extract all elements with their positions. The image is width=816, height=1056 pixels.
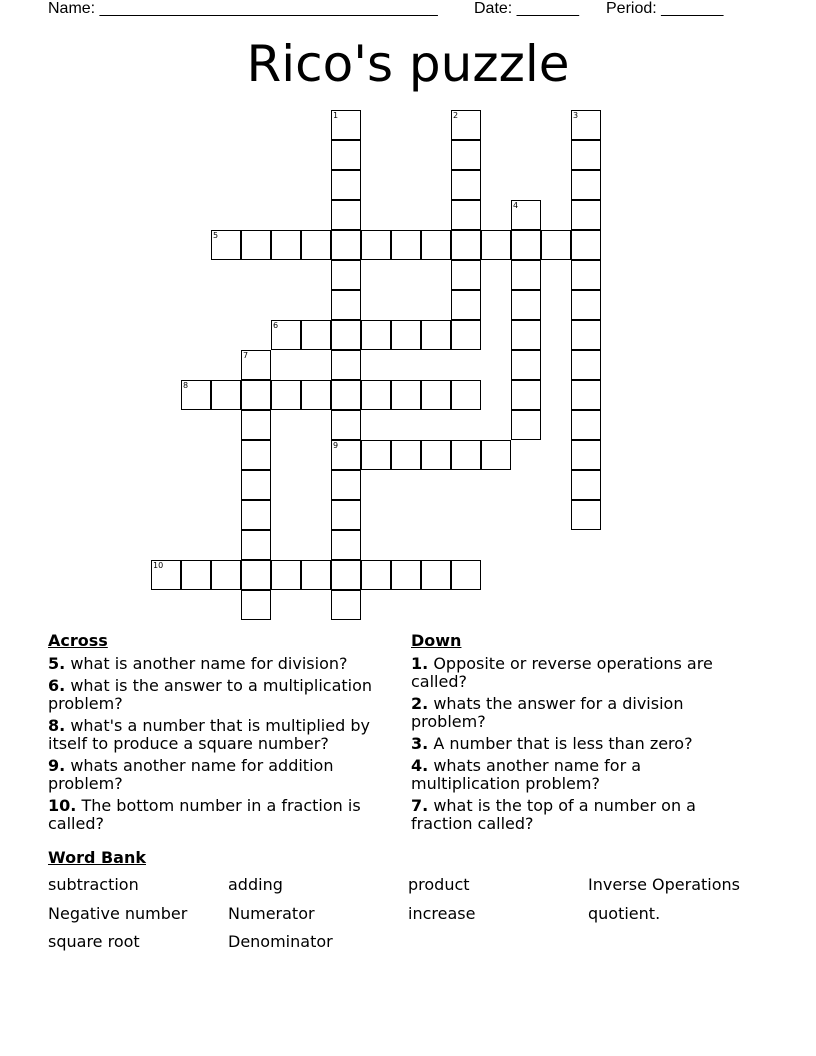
- clue-number: 1: [333, 111, 339, 120]
- crossword-cell[interactable]: [571, 350, 601, 380]
- crossword-cell[interactable]: [331, 230, 361, 260]
- crossword-cell[interactable]: [451, 110, 481, 140]
- crossword-cell[interactable]: [271, 320, 301, 350]
- clue-number-label: 1.: [411, 654, 429, 673]
- across-clue-list: [48, 655, 393, 837]
- down-clue-list: [411, 655, 741, 837]
- crossword-cell[interactable]: [391, 560, 421, 590]
- crossword-cell[interactable]: [421, 440, 451, 470]
- down-clue: [411, 735, 741, 753]
- crossword-cell[interactable]: [571, 140, 601, 170]
- crossword-cell[interactable]: [361, 230, 391, 260]
- crossword-cell[interactable]: [481, 440, 511, 470]
- crossword-cell[interactable]: [331, 140, 361, 170]
- crossword-cell[interactable]: [571, 110, 601, 140]
- across-heading: Across: [48, 631, 108, 650]
- crossword-cell[interactable]: [241, 350, 271, 380]
- clue-number-label: 4.: [411, 756, 429, 775]
- clue-text: what is the answer to a multiplication problem?: [48, 676, 373, 713]
- crossword-cell[interactable]: [451, 260, 481, 290]
- word-bank-item: Denominator: [228, 932, 333, 951]
- clue-number-label: 3.: [411, 734, 429, 753]
- crossword-cell[interactable]: [361, 440, 391, 470]
- clue-number-label: 9.: [48, 756, 66, 775]
- puzzle-title: Rico's puzzle: [246, 35, 570, 93]
- down-clue: [411, 757, 741, 793]
- crossword-cell[interactable]: [241, 500, 271, 530]
- crossword-cell[interactable]: [391, 320, 421, 350]
- crossword-cell[interactable]: [571, 320, 601, 350]
- crossword-cell[interactable]: [301, 230, 331, 260]
- crossword-cell[interactable]: [451, 200, 481, 230]
- crossword-cell[interactable]: [451, 290, 481, 320]
- crossword-cell[interactable]: [511, 380, 541, 410]
- down-clue: [411, 797, 741, 833]
- crossword-cell[interactable]: [181, 380, 211, 410]
- across-clue: [48, 717, 393, 753]
- crossword-cell[interactable]: [271, 560, 301, 590]
- crossword-cell[interactable]: [331, 170, 361, 200]
- crossword-cell[interactable]: [331, 290, 361, 320]
- clue-text: what is the top of a number on a fraction called?: [411, 796, 696, 833]
- crossword-cell[interactable]: [331, 470, 361, 500]
- clue-text: The bottom number in a fraction is called?: [48, 796, 361, 833]
- crossword-cell[interactable]: [331, 200, 361, 230]
- clue-number: 3: [573, 111, 579, 120]
- clue-text: Opposite or reverse operations are called?: [411, 654, 713, 691]
- crossword-cell[interactable]: [331, 560, 361, 590]
- word-bank-item: adding: [228, 875, 283, 894]
- crossword-cell[interactable]: [571, 290, 601, 320]
- word-bank-item: product: [408, 875, 470, 894]
- crossword-cell[interactable]: [391, 380, 421, 410]
- crossword-cell[interactable]: [361, 320, 391, 350]
- across-clue: [48, 797, 393, 833]
- word-bank-item: increase: [408, 903, 476, 923]
- clue-number: 9: [333, 441, 339, 450]
- crossword-cell[interactable]: [331, 410, 361, 440]
- crossword-cell[interactable]: [421, 380, 451, 410]
- word-bank-item: Negative number: [48, 903, 188, 923]
- clue-text: what is another name for division?: [70, 654, 348, 673]
- period-field: Period: _______: [606, 0, 724, 17]
- crossword-cell[interactable]: [331, 530, 361, 560]
- clue-number: 8: [183, 381, 189, 390]
- crossword-cell[interactable]: [241, 230, 271, 260]
- crossword-cell[interactable]: [511, 410, 541, 440]
- crossword-cell[interactable]: [511, 260, 541, 290]
- crossword-cell[interactable]: [571, 230, 601, 260]
- crossword-cell[interactable]: [451, 170, 481, 200]
- down-clue: [411, 655, 741, 691]
- crossword-cell[interactable]: [301, 380, 331, 410]
- crossword-cell[interactable]: [181, 560, 211, 590]
- crossword-cell[interactable]: [421, 230, 451, 260]
- crossword-cell[interactable]: [211, 560, 241, 590]
- crossword-cell[interactable]: [571, 470, 601, 500]
- down-clue: [411, 695, 741, 731]
- name-field: Name: ______________________________________: [48, 0, 438, 17]
- crossword-cell[interactable]: [391, 440, 421, 470]
- clue-number: 2: [453, 111, 459, 120]
- crossword-cell[interactable]: [391, 230, 421, 260]
- crossword-cell[interactable]: [361, 380, 391, 410]
- crossword-cell[interactable]: [451, 320, 481, 350]
- crossword-cell[interactable]: [301, 560, 331, 590]
- clue-number: 6: [273, 321, 279, 330]
- clue-number-label: 8.: [48, 716, 66, 735]
- crossword-cell[interactable]: [571, 500, 601, 530]
- clue-text: whats another name for addition problem?: [48, 756, 334, 793]
- crossword-cell[interactable]: [481, 230, 511, 260]
- crossword-cell[interactable]: [511, 200, 541, 230]
- crossword-cell[interactable]: [241, 590, 271, 620]
- crossword-cell[interactable]: [451, 230, 481, 260]
- crossword-cell[interactable]: [211, 230, 241, 260]
- crossword-cell[interactable]: [511, 320, 541, 350]
- crossword-cell[interactable]: [331, 260, 361, 290]
- date-field: Date: _______: [474, 0, 579, 17]
- crossword-cell[interactable]: [451, 560, 481, 590]
- crossword-cell[interactable]: [571, 170, 601, 200]
- crossword-cell[interactable]: [241, 470, 271, 500]
- crossword-cell[interactable]: [451, 140, 481, 170]
- clue-text: whats another name for a multiplication problem?: [411, 756, 642, 793]
- crossword-cell[interactable]: [241, 440, 271, 470]
- crossword-cell[interactable]: [211, 380, 241, 410]
- crossword-cell[interactable]: [421, 320, 451, 350]
- word-bank-heading: Word Bank: [48, 848, 147, 867]
- clue-number: 10: [153, 561, 164, 570]
- word-bank-item: subtraction: [48, 875, 139, 894]
- clue-number: 7: [243, 351, 249, 360]
- crossword-cell[interactable]: [541, 230, 571, 260]
- crossword-cell[interactable]: [511, 350, 541, 380]
- crossword-cell[interactable]: [331, 320, 361, 350]
- clue-number-label: 6.: [48, 676, 66, 695]
- crossword-cell[interactable]: [331, 440, 361, 470]
- crossword-cell[interactable]: [271, 380, 301, 410]
- clue-number-label: 7.: [411, 796, 429, 815]
- crossword-cell[interactable]: [511, 290, 541, 320]
- word-bank-item: Inverse Operations: [588, 875, 740, 894]
- crossword-cell[interactable]: [271, 230, 301, 260]
- clue-number-label: 2.: [411, 694, 429, 713]
- clue-text: whats the answer for a division problem?: [411, 694, 684, 731]
- crossword-cell[interactable]: [571, 380, 601, 410]
- crossword-cell[interactable]: [331, 380, 361, 410]
- crossword-cell[interactable]: [151, 560, 181, 590]
- crossword-cell[interactable]: [511, 230, 541, 260]
- crossword-cell[interactable]: [301, 320, 331, 350]
- word-bank-item: Numerator: [228, 903, 315, 923]
- crossword-cell[interactable]: [331, 590, 361, 620]
- across-clue: [48, 677, 393, 713]
- crossword-cell[interactable]: [451, 440, 481, 470]
- word-bank-item: quotient.: [588, 903, 661, 923]
- crossword-cell[interactable]: [331, 500, 361, 530]
- crossword-cell[interactable]: [571, 260, 601, 290]
- crossword-cell[interactable]: [331, 110, 361, 140]
- down-heading: Down: [411, 631, 462, 650]
- word-bank-item: square root: [48, 932, 140, 951]
- crossword-cell[interactable]: [241, 380, 271, 410]
- clue-text: what's a number that is multiplied by itself to produce a square number?: [48, 716, 370, 753]
- clue-number-label: 10.: [48, 796, 77, 815]
- clue-number-label: 5.: [48, 654, 66, 673]
- across-clue: [48, 757, 393, 793]
- crossword-cell[interactable]: [241, 530, 271, 560]
- clue-text: A number that is less than zero?: [433, 734, 693, 753]
- crossword-cell[interactable]: [361, 560, 391, 590]
- clue-number: 5: [213, 231, 219, 240]
- crossword-cell[interactable]: [421, 560, 451, 590]
- crossword-cell[interactable]: [241, 560, 271, 590]
- crossword-cell[interactable]: [571, 200, 601, 230]
- crossword-cell[interactable]: [451, 380, 481, 410]
- clue-number: 4: [513, 201, 519, 210]
- crossword-cell[interactable]: [571, 410, 601, 440]
- across-clue: [48, 655, 393, 673]
- crossword-cell[interactable]: [331, 350, 361, 380]
- crossword-cell[interactable]: [571, 440, 601, 470]
- crossword-cell[interactable]: [241, 410, 271, 440]
